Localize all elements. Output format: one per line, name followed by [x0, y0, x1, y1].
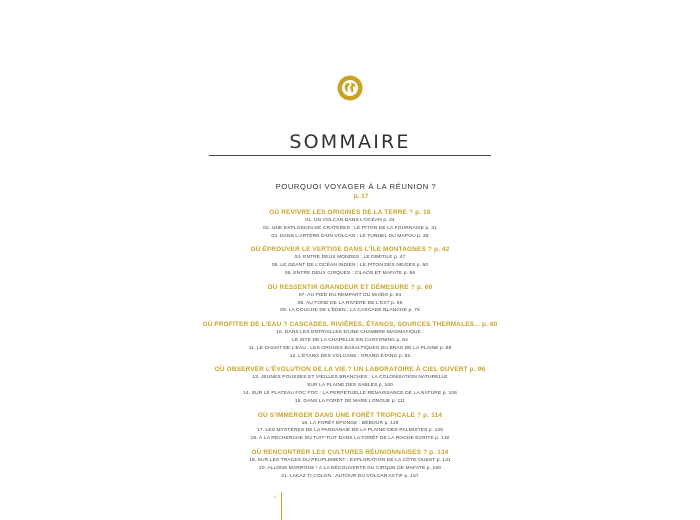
toc-entry[interactable]: 20. ALLONS MARRONS ! À LA DÉCOUVERTE DU CIRQUE DE MAFATE p. 150 — [259, 465, 441, 471]
toc-entry[interactable]: 16. LA FORÊT ÉPONGE : BÉBOUR p. 119 — [301, 420, 399, 426]
intro-title: POURQUOI VOYAGER À LA RÉUNION ? — [275, 182, 437, 191]
toc-section — [150, 448, 550, 480]
toc-section — [150, 245, 550, 277]
section-title[interactable]: OÙ RESSENTIR GRANDEUR ET DÉMESURE ? p. 60 — [267, 283, 433, 291]
section-title[interactable]: OÙ S'IMMERGER DANS UNE FORÊT TROPICALE ? p. 114 — [257, 411, 443, 419]
toc-section — [150, 208, 550, 240]
section-title[interactable]: OÙ RENCONTRER LES CULTURES RÉUNIONNAISES ? p. 134 — [251, 448, 449, 456]
toc-entry[interactable]: 10. DANS LES ENTRAILLES D'UNE CHAMBRE MAGMATIQUE : — [276, 330, 424, 336]
title-divider — [209, 155, 491, 156]
toc-entry[interactable]: 14. SUR LE PLATEAU FOC FOC : LA PERPÉTUELLE RENAISSANCE DE LA NATURE p. 106 — [243, 390, 457, 396]
toc-entry[interactable]: 21. LAKAZ TI COLON : AUTOUR DU VOLCAN ACTIF p. 157 — [281, 473, 419, 479]
toc-section — [150, 411, 550, 443]
section-title[interactable]: OÙ REVIVRE LES ORIGINES DE LA TERRE ? p. 18 — [269, 209, 431, 216]
toc-entry[interactable]: 03. DANS L'ARTÈRE D'UN VOLCAN : LE TUNNEL DU MAPOU p. 38 — [271, 233, 429, 239]
toc-entry[interactable]: LE SITE DE LA CHAPELLE EN CANYONING p. 84 — [292, 337, 408, 343]
section-title[interactable]: OÙ PROFITER DE L'EAU ? CASCADES, RIVIÈRES, ÉTANGS, SOURCES THERMALES... p. 80 — [202, 321, 498, 329]
toc-entry[interactable]: 05. LE GÉANT DE L'OCÉAN INDIEN : LE PITON DES NEIGES p. 50 — [271, 263, 429, 269]
toc-section — [150, 283, 550, 315]
toc-entry[interactable]: 01. UN VOLCAN DANS L'OCÉAN p. 24 — [305, 218, 395, 223]
toc-entry[interactable]: 08. AU FOND DE LA RIVIÈRE DE L'EST p. 69 — [297, 300, 403, 306]
page-number: 4 — [274, 494, 277, 499]
section-title[interactable]: OÙ ÉPROUVER LE VERTIGE DANS L'ÎLE MONTAGNES ? p. 42 — [250, 246, 450, 254]
toc-entry[interactable]: 04. ENTRE DEUX MONDES : LE DIMITILE p. 47 — [294, 255, 406, 261]
page-margin-line — [281, 492, 282, 520]
toc-entry[interactable]: 07. AU PIED DU REMPART DU MAÏDO p. 64 — [298, 292, 402, 298]
table-of-contents — [150, 182, 550, 485]
toc-entry[interactable]: 19. SUR LES TRACES DU PEUPLEMENT : EXPLORATION DE LA CÔTE OUEST p. 141 — [249, 457, 451, 463]
globe-icon — [337, 75, 363, 101]
toc-entry[interactable]: 18. À LA RECHERCHE DU TUIT-TUIT DANS LA FORÊT DE LA ROCHE ÉCRITE p. 130 — [250, 436, 450, 442]
section-title[interactable]: OÙ OBSERVER L'ÉVOLUTION DE LA VIE ? UN LABORATOIRE À CIEL OUVERT p. 96 — [214, 366, 486, 374]
toc-entry[interactable]: 09. LA DOUCHE DE L'ÉDEN : LA CASCADE BLANCHE p. 75 — [280, 308, 420, 314]
toc-sections — [150, 208, 550, 480]
toc-entry[interactable]: 02. UNE EXPLOSION DE CRATÈRES : LE PITON DE LA FOURNAISE p. 31 — [263, 225, 437, 231]
toc-section — [150, 365, 550, 405]
toc-entry[interactable]: 13. JEUNES POUSSES ET VIEILLES BRANCHES : LA COLONISATION NATURELLE — [252, 375, 448, 381]
intro-page: p. 17 — [353, 193, 369, 200]
page-title: SOMMAIRE — [289, 130, 411, 153]
toc-entry[interactable]: 15. DANS LA FORÊT DE MARE LONGUE p. 111 — [294, 398, 406, 404]
toc-entry[interactable]: 06. ENTRE DEUX CIRQUES : CILAOS ET MAFATE p. 56 — [284, 270, 416, 276]
toc-entry[interactable]: 11. LE CHANT DE L'EAU : LES ORGUES BASALTIQUES DU BRAS DE LA PLAINE p. 88 — [248, 345, 452, 351]
toc-section — [150, 320, 550, 360]
toc-entry[interactable]: 17. LES MYSTÈRES DE LA PANDANAIE DE LA PLAINE-DES-PALMISTES p. 126 — [256, 428, 444, 434]
toc-entry[interactable]: SUR LA PLAINE DES SABLES p. 100 — [306, 383, 393, 389]
toc-entry[interactable]: 12. L'ÉTANG DES VOLCANS : GRAND ÉTANG p. 92 — [289, 353, 411, 359]
